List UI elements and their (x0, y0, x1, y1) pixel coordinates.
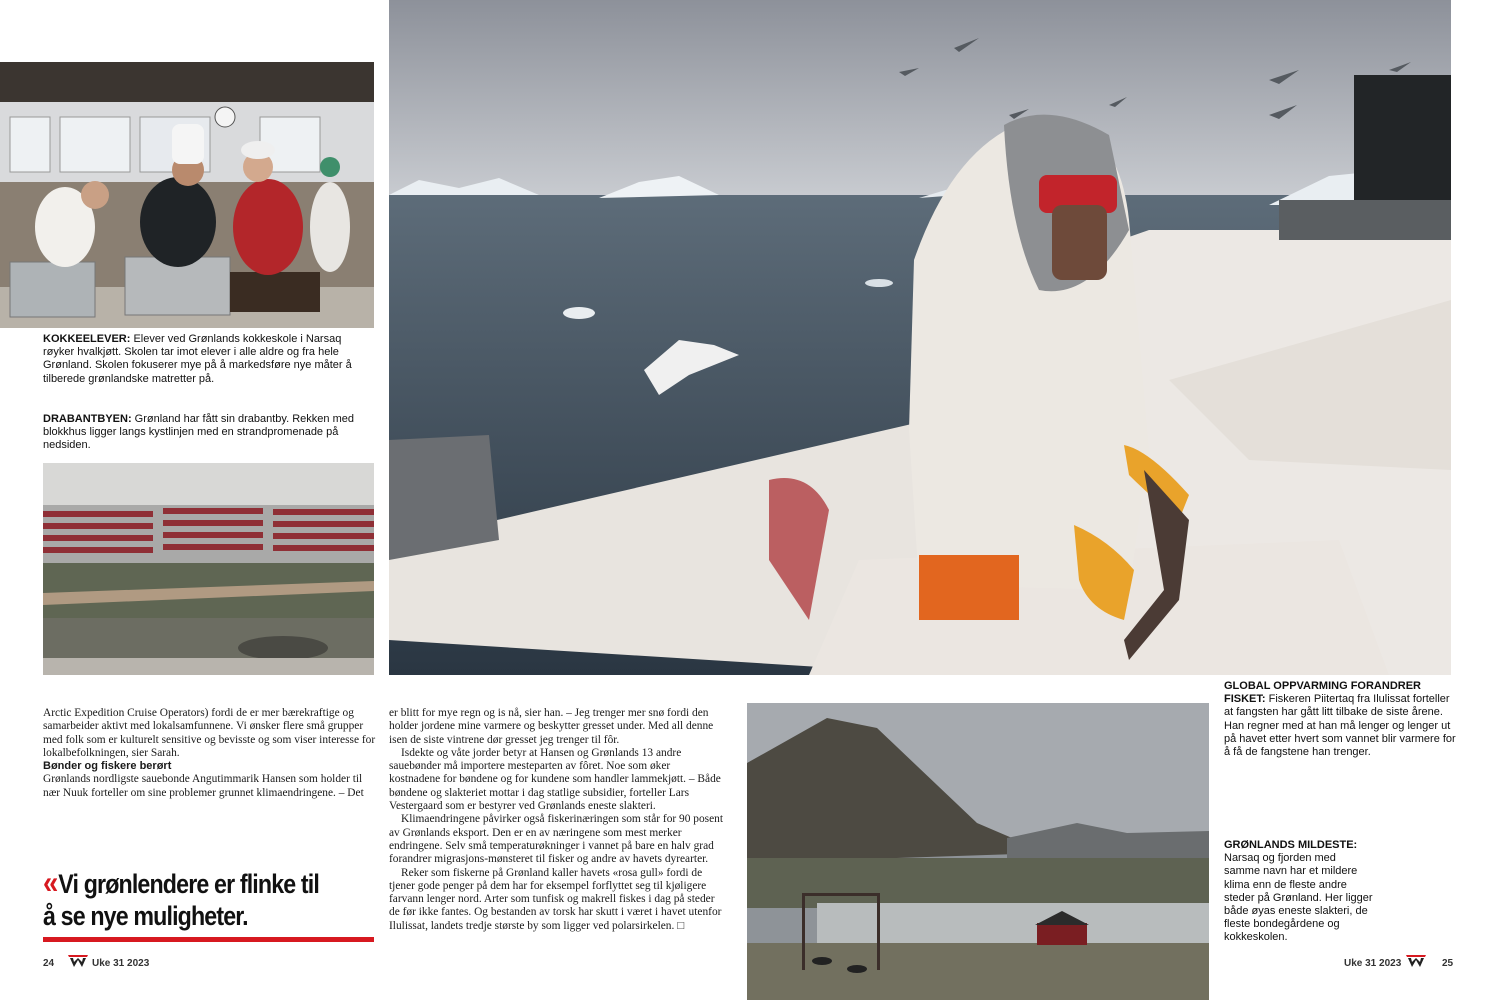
caption-text: Fiskeren Piitertaq fra Ilulissat forteller at fangsten har gått litt tilbake de siste årene. Han regner med at han må lenger og lenger ut på havet etter hvert som vannet blir varmere for å få de fangstene han trenger. (1224, 693, 1456, 759)
fisherman-boat-photo (389, 0, 1451, 675)
caption-global-oppvarming (1224, 680, 1456, 759)
pull-quote (43, 866, 370, 932)
paragraph: Klimaendringene påvirker også fiskerinæringen som står for 90 posent av Grønlands eksport. Den er en av næringene som mest merker endringene. Selv små temperaturøkninger i vannet på bare en halv grad forandrer migrasjons-mønsteret til fisker og andre av havets dyrearter. (389, 813, 724, 866)
kitchen-photo (0, 62, 374, 328)
paragraph-text: Reker som fiskerne på Grønland kaller havets «rosa gull» fordi de tjener gode penger på dem har for eksempel forflyttet seg til kjøligere farvann lenger nord. Arter som tunfisk og makrell fiskes i dag på steder de før ikke fantes. Og bestanden av torsk har skutt i været i havet utenfor Ilulissat, landets tredje største by som ligger ved polarsirkelen. (389, 866, 722, 932)
page-number-right: 25 (1442, 958, 1454, 969)
magazine-logo-icon (68, 955, 88, 967)
issue-label-right: Uke 31 2023 (1344, 958, 1402, 969)
issue-label-left: Uke 31 2023 (92, 958, 150, 969)
paragraph: er blitt for mye regn og is nå, sier han. – Jeg trenger mer snø fordi den holder jordene mine varmere og beskytter gresset under. Med all denne isen de siste vintrene dør gresset jeg trenger til fôr. (389, 707, 714, 746)
caption-label: GLOBAL OPPVARMING FORANDRER FISKET: (1224, 680, 1421, 706)
pull-quote-line-1 (43, 866, 370, 900)
caption-label: DRABANTBYEN: (43, 413, 132, 425)
apartment-blocks-photo (43, 463, 374, 675)
paragraph: Arctic Expedition Cruise Operators) fordi de er mer bærekraftige og samarbeider aktivt med lokalsamfunnene. Vi ønsker flere små grupper med folk som er kulturelt sensitive og bevisste og som viser interesse for lokalbefolkningen, sier Sarah. (43, 707, 376, 759)
caption-text: Elever ved Grønlands kokkeskole i Narsaq røyker hvalkjøtt. Skolen tar imot elever i alle aldre og fra hele Grønland. Skolen fokuserer mye på å markedsføre nye måter å tilberede grønlandske matretter på. (43, 333, 352, 385)
quote-mark-icon: « (43, 864, 54, 900)
article-column-2 (389, 707, 724, 933)
subhead: Bønder og fiskere berørt (43, 760, 172, 773)
caption-label: GRØNLANDS MILDESTE: (1224, 839, 1358, 851)
caption-gronlands-mildeste (1224, 839, 1374, 945)
paragraph: Grønlands nordligste sauebonde Angutimmarik Hansen som holder til nær Nuuk forteller om sine problemer grunnet klimaendringene. – Det (43, 773, 364, 799)
pull-quote-text-2: å se nye muligheter. (43, 901, 248, 931)
caption-text: Narsaq og fjorden med samme navn har et mildere klima enn de fleste andre steder på Grønland. Her ligger både øyas eneste slakteri, de fleste bondegårdene og kokkeskolen. (1224, 852, 1373, 944)
pull-quote-text-1: Vi grønlendere er flinke til (58, 869, 319, 899)
paragraph: Isdekte og våte jorder betyr at Hansen og Grønlands 13 andre sauebønder må importere mesteparten av fôret. Noe som øker kostnadene for bøndene og for kundene som handler lammekjøtt. – Både bøndene og slakteriet mottar i dag statlige subsidier, forteller Lars Vestergaard som er bestyrer ved Grønlands eneste slakteri. (389, 746, 721, 813)
page-number-left: 24 (43, 958, 55, 969)
caption-drabantbyen (43, 413, 373, 453)
paragraph (389, 867, 724, 933)
pull-quote-rule (43, 937, 374, 942)
end-mark: □ (677, 919, 685, 932)
magazine-logo-icon (1406, 955, 1426, 967)
narsaq-landscape-photo (747, 703, 1209, 1000)
caption-text: Grønland har fått sin drabantby. Rekken med blokkhus ligger langs kystlinjen med en strandpromenade på nedsiden. (43, 413, 354, 452)
article-column-1 (43, 707, 377, 800)
caption-label: KOKKEELEVER: (43, 333, 131, 345)
caption-kokkeelever (43, 333, 373, 386)
